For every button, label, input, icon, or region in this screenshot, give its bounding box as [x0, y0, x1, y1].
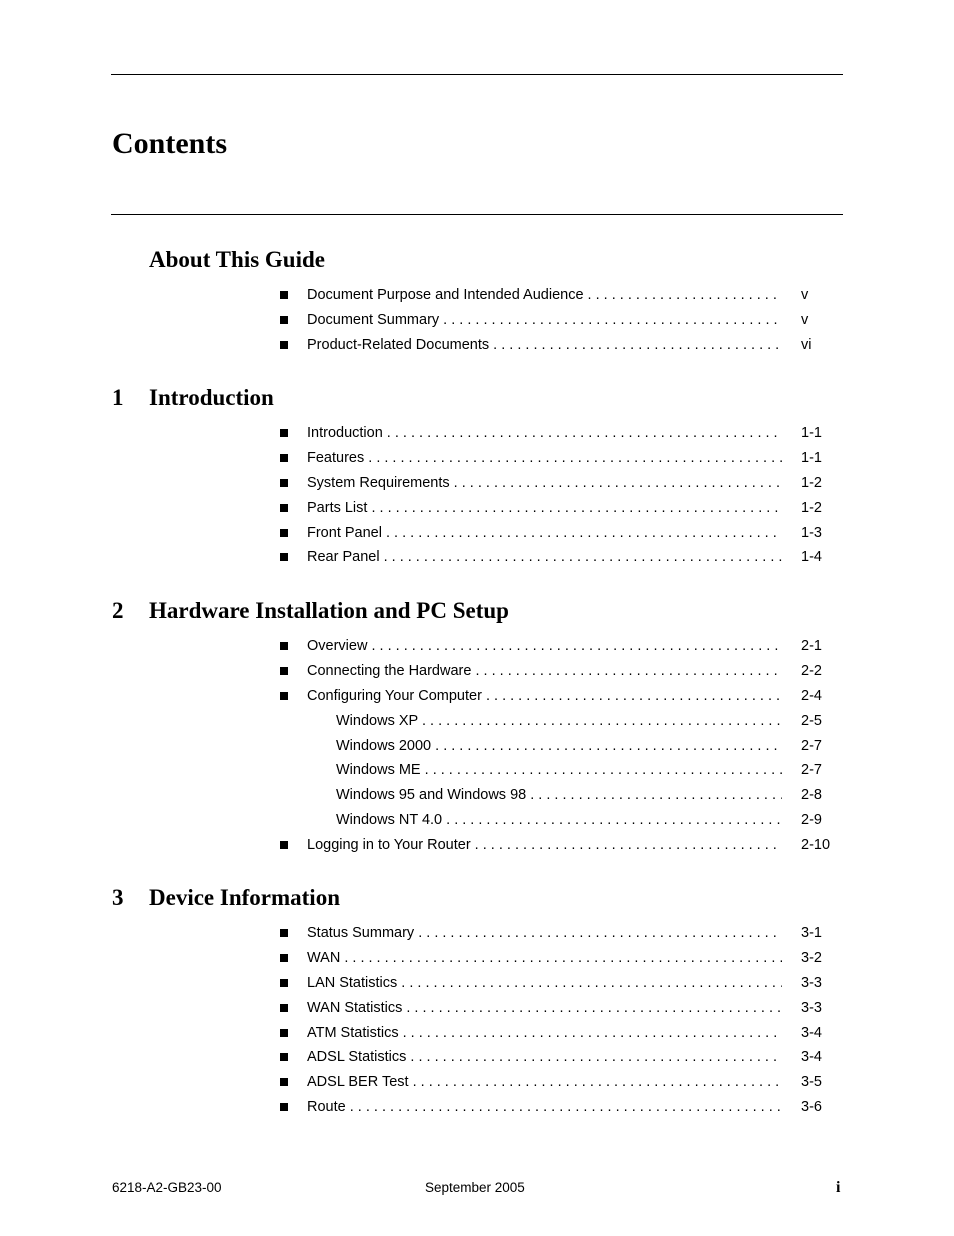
square-bullet-icon — [280, 479, 288, 487]
toc-entry-label: Route . . . — [307, 1095, 782, 1119]
toc-entry-label: Logging in to Your Router . . . — [307, 833, 782, 857]
square-bullet-icon — [280, 341, 288, 349]
toc-page-number: 1-4 — [801, 549, 822, 566]
toc-page-number: 3-4 — [801, 1049, 822, 1066]
toc-entry[interactable] — [0, 521, 954, 546]
toc-entry-label: Product-Related Documents . . . — [307, 333, 782, 357]
toc-entry-label: Document Summary . . . — [307, 308, 782, 332]
toc-entry[interactable] — [0, 496, 954, 521]
square-bullet-icon — [280, 504, 288, 512]
toc-entry-label: Introduction . . . — [307, 421, 782, 445]
toc-entry-label: Front Panel . . . — [307, 521, 782, 545]
toc-page-number: 3-5 — [801, 1074, 822, 1091]
toc-page-number: 2-8 — [801, 787, 822, 804]
toc-entry-label: WAN . . . — [307, 946, 782, 970]
square-bullet-icon — [280, 316, 288, 324]
title-rule — [111, 214, 843, 215]
toc-entry-label: System Requirements . . . — [307, 471, 782, 495]
section-title: About This Guide — [149, 247, 325, 272]
toc-entry-label: Overview . . . — [307, 634, 782, 658]
square-bullet-icon — [280, 667, 288, 675]
square-bullet-icon — [280, 979, 288, 987]
toc-page-number: 1-1 — [801, 425, 822, 441]
toc-entry-label: Parts List . . . — [307, 496, 782, 520]
toc-entry-list — [0, 921, 954, 1120]
toc-entry[interactable] — [0, 1045, 954, 1070]
square-bullet-icon — [280, 692, 288, 700]
toc-page-number: v — [801, 287, 809, 303]
toc-entry[interactable] — [0, 471, 954, 496]
square-bullet-icon — [280, 1078, 288, 1086]
square-bullet-icon — [280, 429, 288, 437]
top-rule — [111, 74, 843, 75]
toc-entry[interactable] — [0, 783, 954, 808]
toc-entry-label: Status Summary . . . — [307, 921, 782, 945]
toc-entry-label: WAN Statistics . . . — [307, 996, 782, 1020]
section-title: Hardware Installation and PC Setup — [149, 598, 509, 623]
footer-date: September 2005 — [425, 1180, 525, 1195]
toc-entry[interactable] — [0, 545, 954, 570]
toc-page-number: 2-4 — [801, 687, 822, 704]
toc-entry[interactable] — [0, 758, 954, 783]
toc-entry-list — [0, 421, 954, 570]
toc-entry-label: LAN Statistics . . . — [307, 971, 782, 995]
toc-entry-label: Features . . . — [307, 446, 782, 470]
toc-entry[interactable] — [0, 308, 954, 333]
footer-doc-number: 6218-A2-GB23-00 — [112, 1180, 222, 1195]
square-bullet-icon — [280, 1004, 288, 1012]
square-bullet-icon — [280, 642, 288, 650]
toc-page-number: vi — [801, 336, 812, 353]
square-bullet-icon — [280, 529, 288, 537]
square-bullet-icon — [280, 1053, 288, 1061]
section-number: 1 — [112, 385, 124, 410]
toc-entry[interactable] — [0, 421, 954, 446]
toc-entry[interactable] — [0, 446, 954, 471]
toc-entry[interactable] — [0, 996, 954, 1021]
toc-page-number: 1-2 — [801, 499, 822, 516]
toc-entry[interactable] — [0, 1070, 954, 1095]
square-bullet-icon — [280, 1029, 288, 1037]
toc-entry-label: ADSL BER Test . . . — [307, 1070, 782, 1094]
toc-entry[interactable] — [0, 808, 954, 833]
toc-entry-label: Windows NT 4.0 . . . — [336, 808, 782, 832]
toc-entry[interactable] — [0, 1095, 954, 1120]
toc-entry-label: Connecting the Hardware . . . — [307, 659, 782, 683]
section-title: Device Information — [149, 885, 340, 910]
toc-entry-label: Configuring Your Computer . . . — [307, 684, 782, 708]
toc-page-number: 2-9 — [801, 812, 822, 829]
square-bullet-icon — [280, 1103, 288, 1111]
toc-page-number: 2-10 — [801, 837, 831, 854]
toc-entry[interactable] — [0, 659, 954, 684]
toc-page-number: 3-6 — [801, 1099, 822, 1116]
toc-entry[interactable] — [0, 283, 954, 308]
section-title: Introduction — [149, 385, 274, 410]
toc-page-number: 3-1 — [801, 925, 822, 941]
toc-page-number: 3-3 — [801, 974, 822, 991]
toc-page-number: 1-3 — [801, 524, 822, 541]
toc-entry-label: Windows 95 and Windows 98 . . . — [336, 783, 782, 807]
toc-page-number: 2-2 — [801, 662, 822, 679]
toc-entry[interactable] — [0, 333, 954, 358]
toc-entry[interactable] — [0, 946, 954, 971]
square-bullet-icon — [280, 291, 288, 299]
toc-entry[interactable] — [0, 684, 954, 709]
toc-entry-label: Windows XP . . . — [336, 709, 782, 733]
toc-entry[interactable] — [0, 709, 954, 734]
toc-entry[interactable] — [0, 971, 954, 996]
toc-page-number: 2-7 — [801, 762, 822, 779]
toc-page-number: 1-2 — [801, 474, 822, 491]
toc-page-number: 3-3 — [801, 999, 822, 1016]
page-title: Contents — [112, 127, 228, 160]
toc-entry-label: Windows ME . . . — [336, 758, 782, 782]
toc-entry[interactable] — [0, 734, 954, 759]
square-bullet-icon — [280, 929, 288, 937]
toc-page-number: 3-4 — [801, 1024, 822, 1041]
toc-page-number: v — [801, 311, 809, 328]
toc-page-number: 2-5 — [801, 712, 822, 729]
toc-page-number: 2-1 — [801, 638, 822, 654]
toc-entry-list — [0, 283, 954, 358]
toc-entry[interactable] — [0, 1021, 954, 1046]
toc-entry[interactable] — [0, 921, 954, 946]
toc-entry-label: Document Purpose and Intended Audience . . . — [307, 283, 782, 307]
toc-entry[interactable] — [0, 833, 954, 858]
section-number: 2 — [112, 598, 124, 623]
footer-page-number: i — [836, 1179, 841, 1196]
toc-entry-label: Windows 2000 . . . — [336, 734, 782, 758]
toc-entry-list — [0, 634, 954, 858]
toc-entry-label: ADSL Statistics . . . — [307, 1045, 782, 1069]
square-bullet-icon — [280, 553, 288, 561]
square-bullet-icon — [280, 954, 288, 962]
section-number: 3 — [112, 885, 124, 910]
toc-page-number: 3-2 — [801, 949, 822, 966]
toc-entry-label: Rear Panel . . . — [307, 545, 782, 569]
toc-page-number: 2-7 — [801, 737, 822, 754]
square-bullet-icon — [280, 454, 288, 462]
toc-entry[interactable] — [0, 634, 954, 659]
toc-entry-label: ATM Statistics . . . — [307, 1021, 782, 1045]
square-bullet-icon — [280, 841, 288, 849]
toc-page-number: 1-1 — [801, 449, 822, 466]
